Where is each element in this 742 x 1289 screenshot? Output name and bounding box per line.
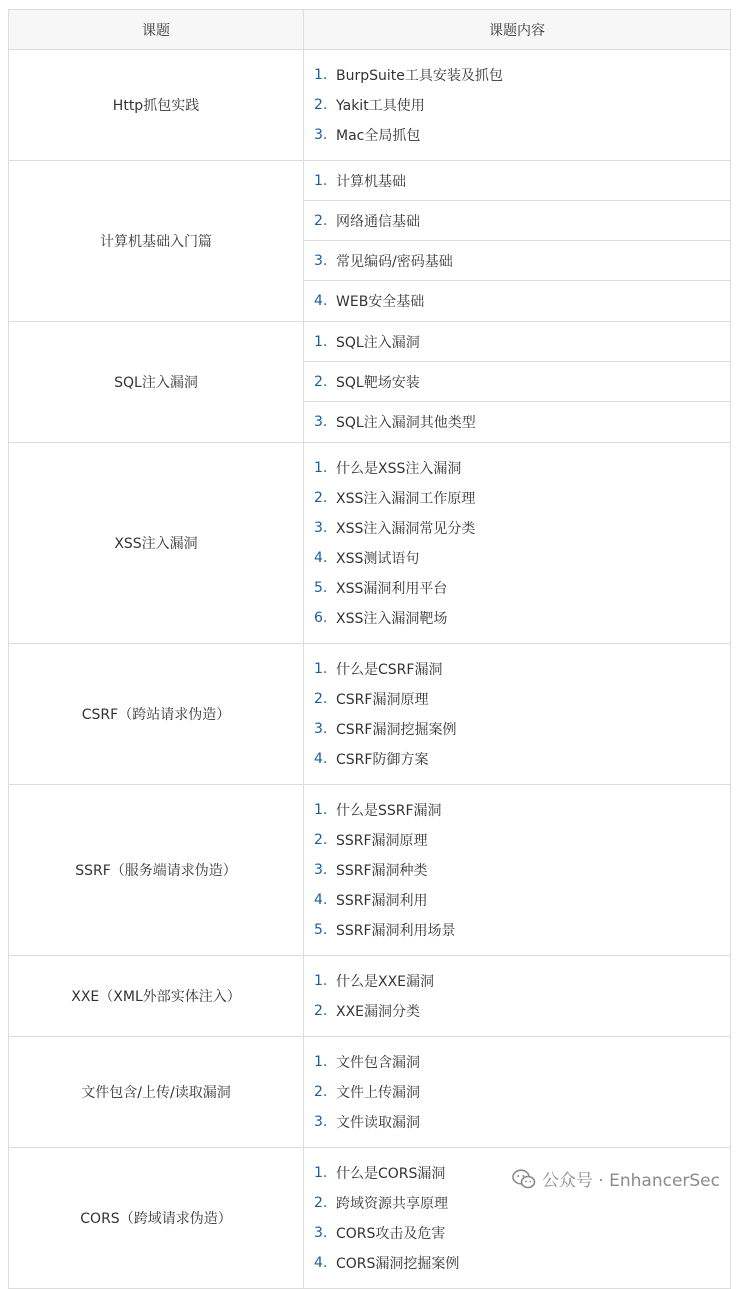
content-cell (304, 956, 731, 1037)
topic-cell: 计算机基础入门篇 (9, 161, 304, 322)
item-number: 1. (314, 973, 328, 989)
list-item (304, 1047, 730, 1077)
topic-cell: CSRF（跨站请求伪造） (9, 644, 304, 785)
item-text: SSRF漏洞原理 (336, 833, 428, 849)
list-item (304, 1248, 730, 1278)
item-text: SSRF漏洞利用场景 (336, 923, 456, 939)
item-text: XSS测试语句 (336, 551, 420, 567)
topic-cell: CORS（跨域请求伪造） (9, 1148, 304, 1289)
item-text: CSRF漏洞挖掘案例 (336, 722, 457, 738)
content-list (304, 161, 730, 321)
content-cell (304, 1037, 731, 1148)
item-text: 网络通信基础 (336, 213, 420, 230)
item-number: 4. (314, 892, 328, 908)
item-text: XXE漏洞分类 (336, 1004, 421, 1020)
list-item (304, 996, 730, 1026)
watermark-text: 公众号 · EnhancerSec (541, 1171, 720, 1191)
item-number: 2. (314, 212, 328, 229)
item-number: 2. (314, 490, 328, 506)
list-item (304, 966, 730, 996)
table-row (9, 322, 731, 443)
item-number: 4. (314, 550, 328, 566)
item-number: 1. (314, 460, 328, 476)
item-text: SQL靶场安装 (336, 374, 420, 391)
item-number: 1. (314, 802, 328, 818)
item-number: 1. (314, 172, 328, 189)
table-row (9, 50, 731, 161)
item-number: 5. (314, 922, 328, 938)
table-row (9, 644, 731, 785)
list-item (304, 120, 730, 150)
list-item (304, 241, 730, 281)
topic-cell: XXE（XML外部实体注入） (9, 956, 304, 1037)
list-item (304, 855, 730, 885)
list-item (304, 1188, 730, 1218)
item-number: 2. (314, 1084, 328, 1100)
item-text: 什么是XSS注入漏洞 (336, 461, 462, 477)
topic-cell: SSRF（服务端请求伪造） (9, 785, 304, 956)
item-number: 4. (314, 751, 328, 767)
item-number: 3. (314, 520, 328, 536)
header-content: 课题内容 (304, 10, 731, 50)
item-text: Yakit工具使用 (336, 98, 425, 114)
list-item (304, 483, 730, 513)
item-number: 6. (314, 610, 328, 626)
item-text: 什么是CORS漏洞 (336, 1166, 446, 1182)
content-cell (304, 322, 731, 443)
item-number: 3. (314, 414, 328, 430)
list-item (304, 744, 730, 774)
list-item (304, 915, 730, 945)
item-text: Mac全局抓包 (336, 128, 421, 144)
item-text: 文件上传漏洞 (336, 1085, 420, 1101)
item-text: WEB安全基础 (336, 294, 425, 310)
item-text: CSRF漏洞原理 (336, 692, 429, 708)
item-text: 文件包含漏洞 (336, 1055, 420, 1071)
item-number: 3. (314, 862, 328, 878)
content-list (304, 50, 730, 160)
item-text: BurpSuite工具安装及抓包 (336, 68, 503, 84)
item-text: SQL注入漏洞其他类型 (336, 415, 476, 431)
item-number: 3. (314, 1114, 328, 1130)
item-number: 1. (314, 333, 328, 350)
list-item (304, 281, 730, 321)
list-item (304, 795, 730, 825)
item-number: 2. (314, 97, 328, 113)
content-list (304, 443, 730, 643)
list-item (304, 1107, 730, 1137)
item-text: 什么是XXE漏洞 (336, 974, 435, 990)
item-text: 常见编码/密码基础 (336, 253, 453, 270)
content-cell (304, 644, 731, 785)
list-item (304, 362, 730, 402)
item-text: 文件读取漏洞 (336, 1115, 420, 1131)
header-row (9, 10, 731, 50)
list-item (304, 453, 730, 483)
item-number: 1. (314, 67, 328, 83)
item-number: 2. (314, 832, 328, 848)
content-cell (304, 443, 731, 644)
item-number: 3. (314, 252, 328, 269)
list-item (304, 825, 730, 855)
table-row (9, 161, 731, 322)
item-text: CORS漏洞挖掘案例 (336, 1256, 460, 1272)
list-item (304, 573, 730, 603)
content-list (304, 956, 730, 1036)
item-text: XSS注入漏洞工作原理 (336, 491, 476, 507)
item-number: 4. (314, 1255, 328, 1271)
item-text: XSS漏洞利用平台 (336, 581, 448, 597)
list-item (304, 60, 730, 90)
item-number: 2. (314, 1195, 328, 1211)
content-list (304, 1037, 730, 1147)
item-text: 什么是CSRF漏洞 (336, 662, 443, 678)
content-list (304, 644, 730, 784)
list-item (304, 684, 730, 714)
list-item (304, 1077, 730, 1107)
item-text: CORS攻击及危害 (336, 1226, 446, 1242)
item-number: 2. (314, 1003, 328, 1019)
list-item (304, 201, 730, 241)
table-row (9, 443, 731, 644)
content-list (304, 785, 730, 955)
content-cell (304, 50, 731, 161)
list-item (304, 714, 730, 744)
item-number: 3. (314, 721, 328, 737)
list-item (304, 543, 730, 573)
item-text: 什么是SSRF漏洞 (336, 803, 442, 819)
list-item (304, 322, 730, 362)
list-item (304, 161, 730, 201)
content-cell (304, 161, 731, 322)
item-text: 跨域资源共享原理 (336, 1196, 448, 1212)
item-number: 3. (314, 127, 328, 143)
item-number: 2. (314, 691, 328, 707)
item-number: 5. (314, 580, 328, 596)
table-row (9, 956, 731, 1037)
item-number: 2. (314, 373, 328, 390)
table-row (9, 785, 731, 956)
list-item (304, 885, 730, 915)
list-item (304, 1218, 730, 1248)
item-number: 4. (314, 293, 328, 309)
topic-cell: SQL注入漏洞 (9, 322, 304, 443)
item-text: SQL注入漏洞 (336, 334, 420, 351)
wechat-icon (512, 1168, 536, 1190)
list-item (304, 90, 730, 120)
table-body (9, 50, 731, 1289)
item-text: SSRF漏洞利用 (336, 893, 428, 909)
list-item (304, 654, 730, 684)
list-item (304, 402, 730, 442)
item-text: 计算机基础 (336, 173, 406, 190)
item-text: SSRF漏洞种类 (336, 863, 428, 879)
topic-cell: XSS注入漏洞 (9, 443, 304, 644)
table-row (9, 1037, 731, 1148)
item-text: XSS注入漏洞靶场 (336, 611, 448, 627)
item-number: 1. (314, 661, 328, 677)
header-topic: 课题 (9, 10, 304, 50)
content-list (304, 322, 730, 442)
item-number: 1. (314, 1054, 328, 1070)
item-number: 3. (314, 1225, 328, 1241)
list-item (304, 513, 730, 543)
item-number: 1. (314, 1165, 328, 1181)
item-text: CSRF防御方案 (336, 752, 429, 768)
item-text: XSS注入漏洞常见分类 (336, 521, 476, 537)
topic-cell: Http抓包实践 (9, 50, 304, 161)
content-cell (304, 785, 731, 956)
list-item (304, 603, 730, 633)
topic-cell: 文件包含/上传/读取漏洞 (9, 1037, 304, 1148)
course-table (8, 9, 731, 1289)
watermark (512, 1166, 720, 1191)
